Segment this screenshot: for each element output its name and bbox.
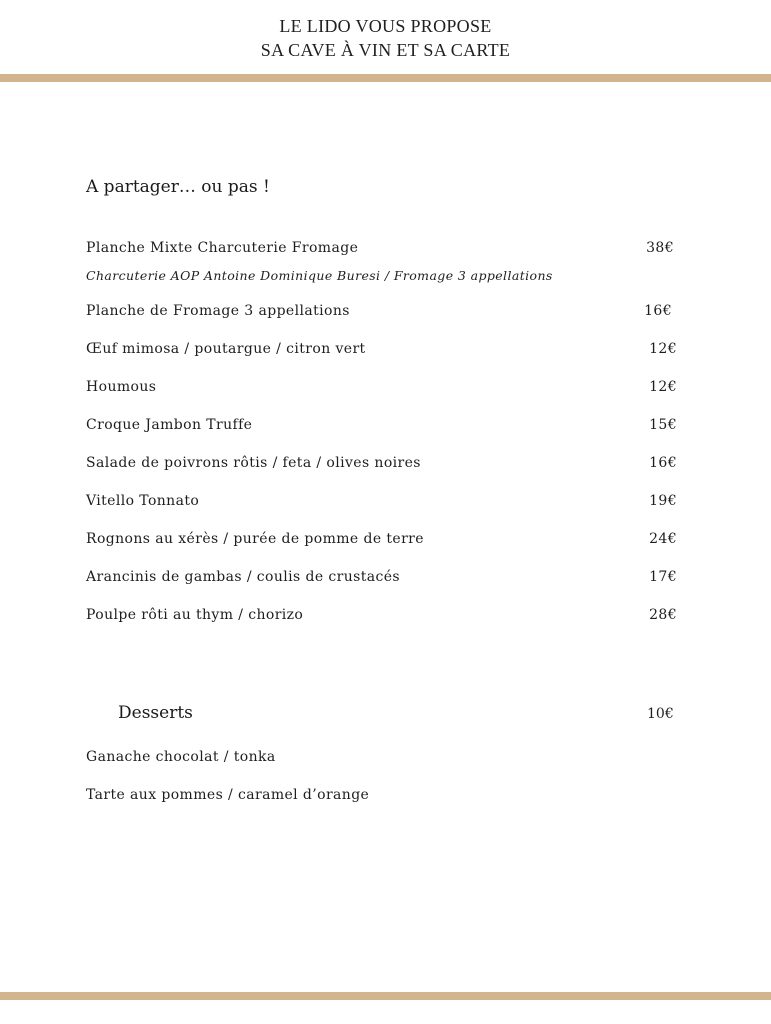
- menu-item-name: Rognons au xérès / purée de pomme de terre: [86, 531, 424, 547]
- menu-item: [86, 531, 686, 551]
- menu-item-detail: Charcuterie AOP Antoine Dominique Buresi / Fromage 3 appellations: [86, 268, 553, 283]
- menu-item-name: Poulpe rôti au thym / chorizo: [86, 607, 304, 623]
- menu-item-name: Planche de Fromage 3 appellations: [86, 303, 350, 319]
- menu-header: [0, 14, 771, 62]
- menu-item-price: 16€: [649, 455, 677, 471]
- menu-item: [86, 607, 686, 627]
- menu-item-name: Salade de poivrons rôtis / feta / olives noires: [86, 455, 421, 471]
- menu-item-price: 38€: [646, 240, 674, 256]
- menu-item-price: 12€: [649, 341, 677, 357]
- menu-item-name: Vitello Tonnato: [86, 493, 200, 509]
- header-line-2: SA CAVE À VIN ET SA CARTE: [260, 40, 511, 60]
- menu-item: [86, 303, 686, 323]
- menu-item: [86, 569, 686, 589]
- dessert-item: Tarte aux pommes / caramel d’orange: [86, 787, 370, 803]
- menu-item-name: Œuf mimosa / poutargue / citron vert: [86, 341, 366, 357]
- menu-item: [86, 493, 686, 513]
- menu-item: [86, 379, 686, 399]
- menu-item-price: 15€: [649, 417, 677, 433]
- menu-item-price: 16€: [644, 303, 672, 319]
- menu-item: [86, 417, 686, 437]
- menu-item-name: Houmous: [86, 379, 157, 395]
- menu-item: [86, 455, 686, 475]
- top-divider: [0, 74, 771, 82]
- desserts-price: 10€: [647, 706, 674, 722]
- menu-item-price: 28€: [649, 607, 677, 623]
- dessert-item: Ganache chocolat / tonka: [86, 749, 276, 765]
- section-title-desserts: Desserts: [118, 703, 193, 723]
- menu-item-price: 19€: [649, 493, 677, 509]
- header-line-1: LE LIDO VOUS PROPOSE: [279, 16, 492, 36]
- menu-item: [86, 240, 686, 283]
- menu-item-price: 12€: [649, 379, 677, 395]
- menu-item: [86, 341, 686, 361]
- menu-item-name: Planche Mixte Charcuterie Fromage: [86, 240, 359, 256]
- menu-item-price: 17€: [649, 569, 677, 585]
- menu-item-name: Croque Jambon Truffe: [86, 417, 253, 433]
- bottom-divider: [0, 992, 771, 1000]
- menu-item-price: 24€: [649, 531, 677, 547]
- menu-item-name: Arancinis de gambas / coulis de crustacés: [86, 569, 400, 585]
- section-title-share: A partager… ou pas !: [86, 177, 270, 197]
